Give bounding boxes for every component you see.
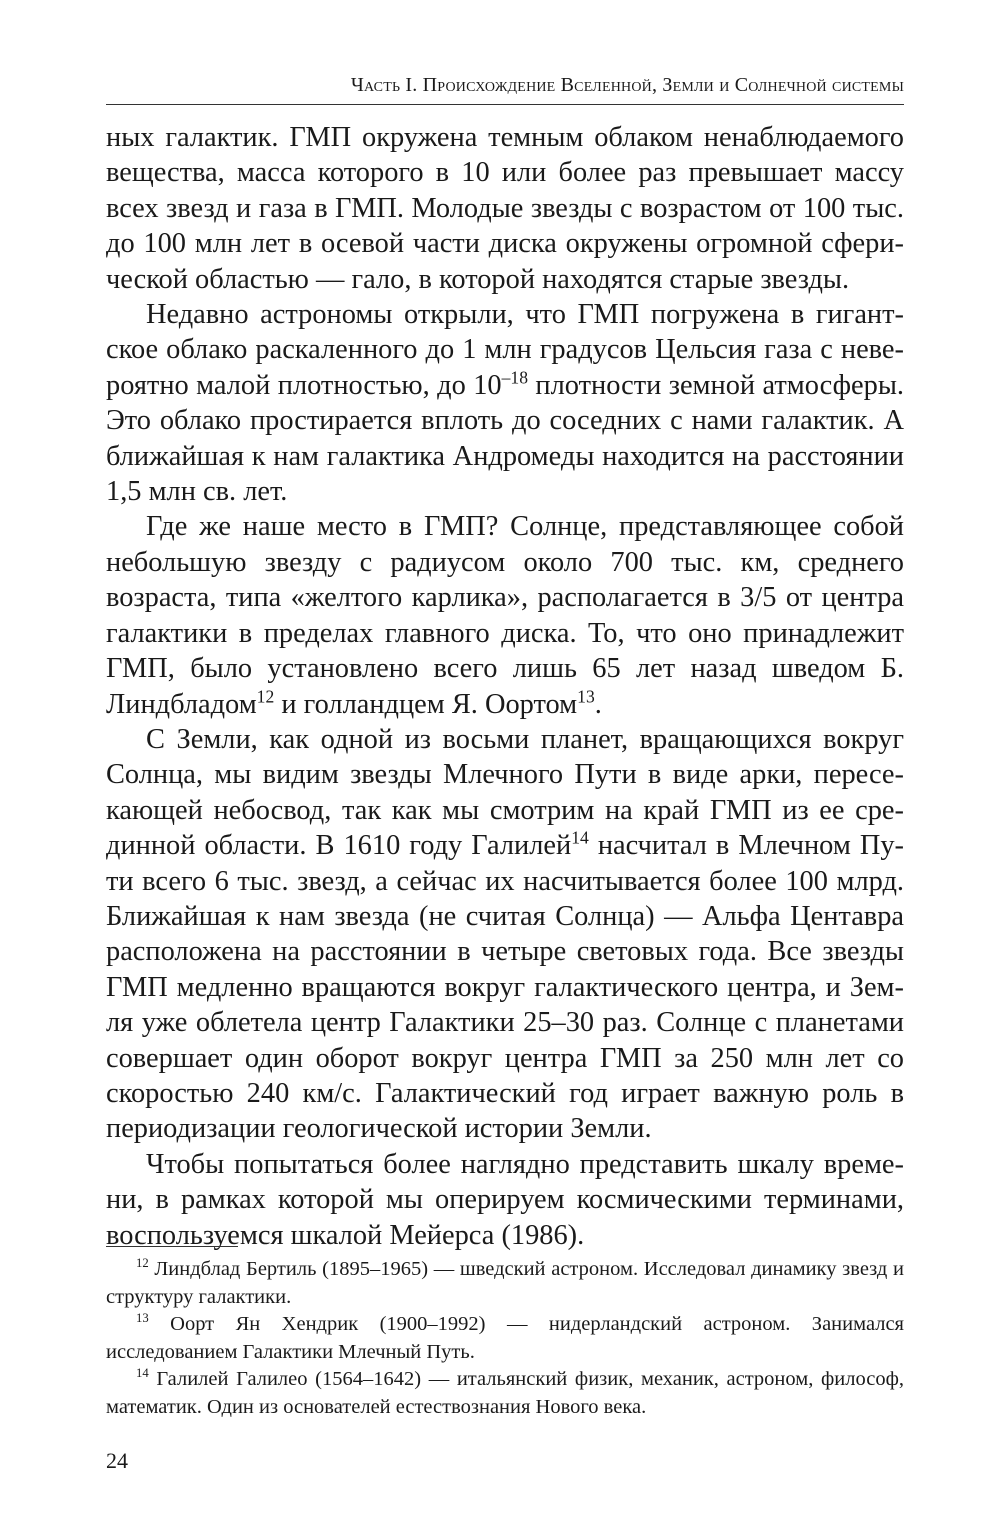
book-page bbox=[106, 0, 904, 1524]
footnotes bbox=[106, 1256, 904, 1421]
header-rule bbox=[106, 104, 904, 105]
body-text bbox=[106, 120, 904, 1253]
paragraph-text: С Земли, как одной из восьми планет, вращающихся вокруг Солнца, мы видим звезды Млечного Пути в виде арки, пересекающей небосвод, так как мы смотрим на край ГМП из ее срединной области. В 1610 году Галилей bbox=[106, 723, 904, 862]
running-head: Часть I. Происхождение Вселенной, Земли и Солнечной системы bbox=[350, 74, 904, 96]
paragraph-1 bbox=[106, 120, 904, 297]
paragraph-text: насчитал в Млечном Пути всего 6 тыс. звезд, а сейчас их насчитывается более 100 млрд. Ближайшая к нам звезда (не считая Солнца) — Альфа Центавра расположена на расстоянии в четыре световых года. Все звезды ГМП медленно вращаются вокруг галактического центра, и Земля уже облетела центр Галактики 25–30 раз. Солнце с планетами совершает один оборот вокруг центра ГМП за 250 млн лет со скоростью 240 км/с. Галактический год играет важную роль в периодизации геологической истории Земли. bbox=[106, 830, 904, 1145]
paragraph-text: Где же наше место в ГМП? Солнце, представляющее собой небольшую звезду с радиусом около 700 тыс. км, среднего возраста, типа «желтого карлика», располагается в 3/5 от центра галактики в пределах главного диска. То, что оно принадлежит ГМП, было установлено всего лишь 65 лет назад шведом Б. Линдбладом bbox=[106, 511, 904, 720]
footnote-13 bbox=[106, 1311, 904, 1366]
footnote-number: 14 bbox=[136, 1366, 149, 1381]
footnote-text: Линдблад Бертиль (1895–1965) — шведский астроном. Исследовал динамику звезд и структуру галактики. bbox=[106, 1258, 904, 1308]
footnote-number: 13 bbox=[136, 1311, 149, 1326]
exponent: –18 bbox=[501, 367, 528, 388]
footnote-rule bbox=[106, 1246, 238, 1247]
paragraph-text: и голландцем Я. Оортом bbox=[274, 688, 578, 720]
paragraph-4 bbox=[106, 722, 904, 1147]
paragraph-3 bbox=[106, 509, 904, 721]
page-number: 24 bbox=[106, 1448, 128, 1473]
paragraph-2 bbox=[106, 297, 904, 509]
paragraph-text: Чтобы попытаться более наглядно представить шкалу времени, в рамках которой мы оперируем космическими терминами, воспользуемся шкалой Мейерса (1986). bbox=[106, 1148, 904, 1251]
footnote-number: 12 bbox=[136, 1256, 149, 1271]
paragraph-text: плотности земной атмосферы. Это облако простирается вплоть до соседних с нами галактик. А ближайшая к нам галактика Андромеды находится на расстоянии 1,5 млн св. лет. bbox=[106, 369, 904, 508]
footnote-ref-13[interactable]: 13 bbox=[577, 686, 595, 707]
paragraph-text: Недавно астрономы открыли, что ГМП погружена в гигантское облако раскаленного до 1 млн градусов Цельсия газа с невероятно малой плотностью, до 10 bbox=[106, 299, 904, 401]
footnote-ref-14[interactable]: 14 bbox=[571, 827, 589, 848]
paragraph-5 bbox=[106, 1147, 904, 1253]
footnote-14 bbox=[106, 1366, 904, 1421]
paragraph-text: ных галактик. ГМП окружена темным облаком ненаблюдаемого вещества, масса которого в 10 или более раз превышает массу всех звезд и газа в ГМП. Молодые звезды с возрастом от 100 тыс. до 100 млн лет в осевой части диска окружены огромной сферической областью — гало, в которой находятся старые звезды. bbox=[106, 122, 904, 295]
footnote-ref-12[interactable]: 12 bbox=[256, 686, 275, 707]
footnote-12 bbox=[106, 1256, 904, 1311]
paragraph-text: . bbox=[594, 688, 602, 720]
footnote-text: Галилей Галилео (1564–1642) — итальянский физик, механик, астроном, философ, математик. Один из основателей естествознания Нового века. bbox=[106, 1368, 904, 1418]
footnote-text: Оорт Ян Хендрик (1900–1992) — нидерландский астроном. Занимался исследованием Галактики Млечный Путь. bbox=[106, 1313, 904, 1363]
